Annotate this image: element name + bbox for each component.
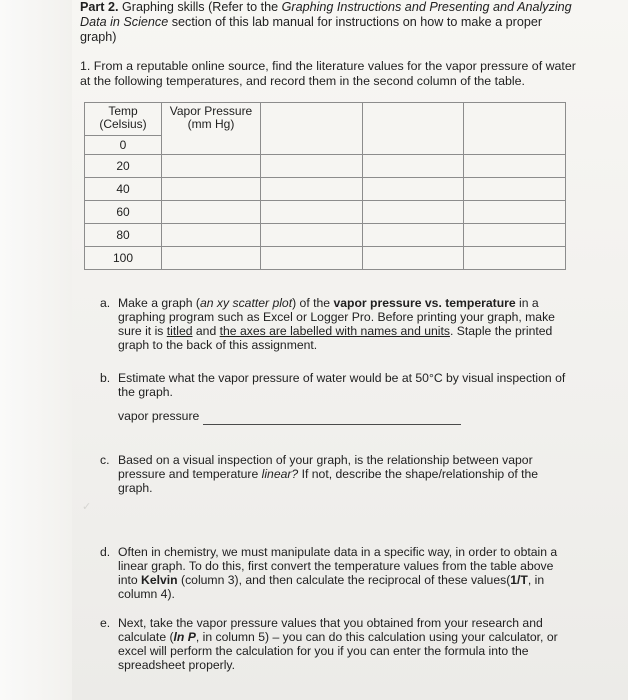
item-d-label: d. — [100, 545, 111, 559]
item-d — [100, 545, 566, 601]
header-vapor-pressure — [162, 103, 261, 155]
table-cell[interactable] — [363, 178, 464, 201]
item-a-text-part: in a graphing program such as Excel or Logger Pro. Before printing your graph, make sure it is — [118, 296, 555, 338]
table-row — [85, 247, 566, 270]
intro-text-end: section of this lab manual for instructions on how to make a proper graph) — [80, 15, 543, 44]
table-cell[interactable] — [464, 178, 566, 201]
page-smudge: ✓ — [82, 501, 92, 513]
item-a-text — [118, 296, 566, 352]
intro-text: Graphing skills (Refer to the — [118, 0, 282, 14]
intro-reference: Graphing Instructions and Presenting and Analyzing Data in Science — [80, 0, 572, 29]
table-cell[interactable] — [464, 201, 566, 224]
header-temp-line2: (Celsius) — [99, 117, 147, 131]
item-d-bold: 1/T — [510, 573, 528, 587]
item-e-text-part: Next, take the vapor pressure values that you obtained from your research and calculate ( — [118, 616, 543, 644]
table-cell[interactable] — [261, 103, 363, 155]
table-cell[interactable] — [363, 155, 464, 178]
table-row — [85, 178, 566, 201]
item-a — [100, 296, 566, 352]
table-cell[interactable] — [162, 224, 261, 247]
item-c-text-part: Based on a visual inspection of your graph, is the relationship between vapor pressure and temperature — [118, 453, 533, 481]
vapor-pressure-table — [84, 102, 566, 270]
item-a-underline: the axes are labelled with names and units — [219, 324, 450, 338]
item-b — [100, 371, 566, 399]
vapor-pressure-answer-line[interactable] — [203, 424, 461, 425]
header-temp-line1: Temp — [108, 104, 138, 118]
item-e-text-part: , in column 5) – you can do this calculation using your calculator, or excel will perform the calculation for you if you can enter the formula into the spreadsheet properly. — [118, 630, 558, 672]
item-e-text — [118, 616, 566, 672]
table-cell[interactable] — [162, 178, 261, 201]
part-2-intro — [80, 0, 580, 45]
table-cell[interactable] — [162, 201, 261, 224]
table-cell[interactable] — [261, 155, 363, 178]
temp-cell: 100 — [85, 247, 162, 270]
table-cell[interactable] — [363, 224, 464, 247]
item-d-text-part: Often in chemistry, we must manipulate data in a specific way, in order to obtain a linear graph. To do this, first convert the temperature values from the table above into — [118, 545, 558, 587]
item-b-text: Estimate what the vapor pressure of water would be at 50°C by visual inspection of the graph. — [118, 371, 566, 399]
table-row — [85, 155, 566, 178]
temp-cell: 60 — [85, 201, 162, 224]
table-row — [85, 201, 566, 224]
item-d-text-part: (column 3), and then calculate the reciprocal of these values( — [177, 573, 511, 587]
table-cell[interactable] — [162, 247, 261, 270]
table-cell[interactable] — [261, 178, 363, 201]
table-cell[interactable] — [261, 247, 363, 270]
table-cell[interactable] — [363, 247, 464, 270]
table-header-row — [85, 103, 566, 136]
header-vp-line1: Vapor Pressure — [169, 104, 253, 118]
item-d-text-part: , in column 4). — [118, 573, 545, 601]
item-e — [100, 616, 566, 672]
question-1: 1. From a reputable online source, find the literature values for the vapor pressure of water at the following temperatures, and record them in the second column of the table. — [80, 59, 576, 88]
page-margin — [0, 0, 72, 700]
item-c-italic: linear? — [261, 467, 299, 481]
item-c-text-part: If not, describe the shape/relationship of the graph. — [118, 467, 539, 495]
item-a-underline: titled — [166, 324, 193, 338]
table-cell[interactable] — [464, 247, 566, 270]
header-temp — [85, 103, 162, 136]
table-cell[interactable] — [162, 155, 261, 178]
temp-cell: 0 — [85, 136, 162, 155]
item-c — [100, 453, 566, 495]
item-d-text — [118, 545, 566, 601]
vapor-pressure-answer-label: vapor pressure — [118, 409, 200, 423]
temp-cell: 20 — [85, 155, 162, 178]
table-cell[interactable] — [261, 201, 363, 224]
table-cell[interactable] — [464, 155, 566, 178]
table-row — [85, 224, 566, 247]
item-c-label: c. — [100, 453, 110, 467]
header-vp-line2: (mm Hg) — [187, 117, 235, 131]
item-a-text-part: and — [192, 324, 220, 338]
item-e-bold-italic: ln P — [173, 630, 196, 644]
table-cell[interactable] — [464, 103, 566, 155]
temp-cell: 80 — [85, 224, 162, 247]
item-d-bold: Kelvin — [141, 573, 178, 587]
item-c-text — [118, 453, 566, 495]
item-a-bold: vapor pressure vs. temperature — [333, 296, 516, 310]
item-a-text-part: Make a graph ( — [118, 296, 200, 310]
item-e-label: e. — [100, 616, 111, 630]
item-b-label: b. — [100, 371, 111, 385]
item-a-label: a. — [100, 296, 111, 310]
temp-cell: 40 — [85, 178, 162, 201]
item-a-text-part: . Staple the printed graph to the back of this assignment. — [118, 324, 553, 352]
table-cell[interactable] — [464, 224, 566, 247]
item-a-text-part: ) of the — [292, 296, 334, 310]
table-cell[interactable] — [261, 224, 363, 247]
table-cell[interactable] — [363, 103, 464, 155]
item-a-italic: an xy scatter plot — [199, 296, 293, 310]
table-cell[interactable] — [363, 201, 464, 224]
part-label: Part 2. — [80, 0, 119, 14]
